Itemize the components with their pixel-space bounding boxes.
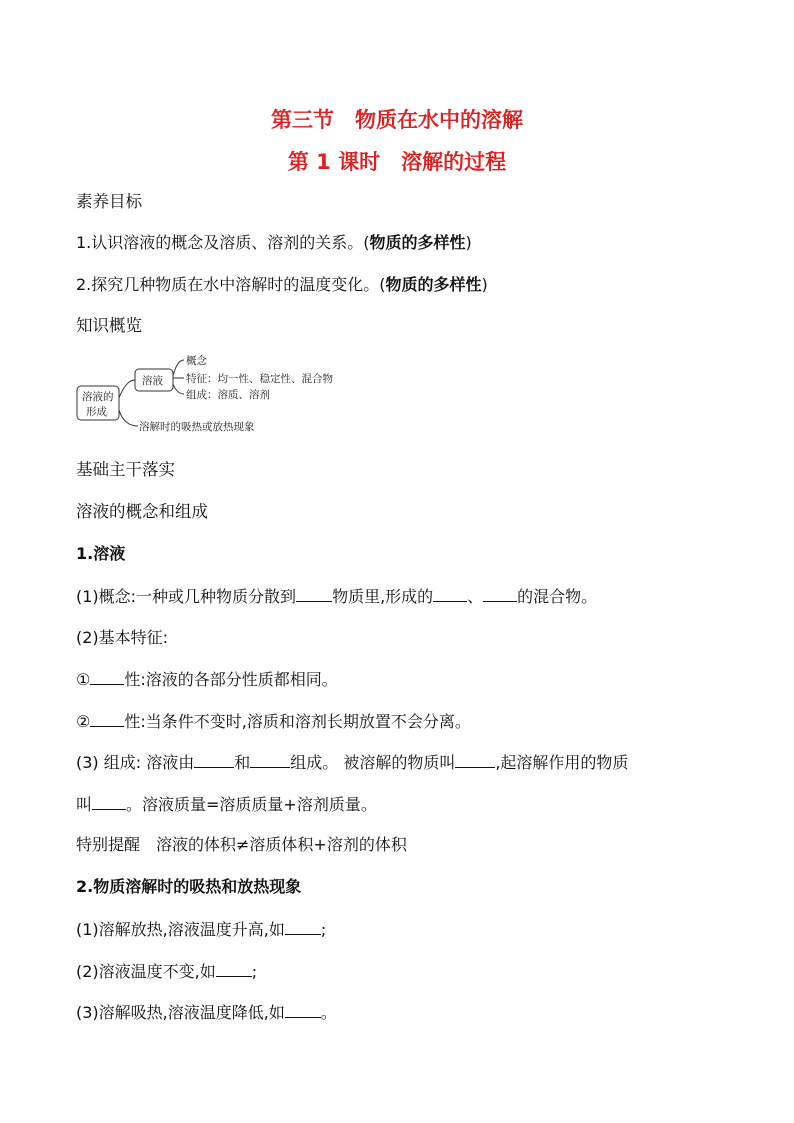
text: 叫: [76, 795, 93, 814]
section-1-title: 1.溶液: [76, 544, 126, 563]
diagram-node-solution: 溶液: [142, 375, 163, 387]
text: ①: [76, 670, 91, 689]
fill-blank[interactable]: [285, 918, 321, 935]
goal-item-2-text: 2.探究几种物质在水中溶解时的温度变化。(: [76, 275, 386, 294]
close-paren: ): [481, 275, 488, 294]
goal-item-1: [76, 232, 472, 254]
fill-blank[interactable]: [285, 1001, 321, 1018]
fill-blank[interactable]: [433, 585, 467, 602]
close-paren: ): [465, 233, 472, 252]
knowledge-diagram: [76, 352, 366, 434]
text: 性:当条件不变时,溶质和溶剂长期放置不会分离。: [124, 712, 471, 731]
fill-blank[interactable]: [194, 751, 234, 768]
text: (2)溶液温度不变,如: [76, 962, 216, 981]
diagram-branch-composition: 组成：溶质、溶剂: [186, 389, 270, 401]
basics-subheading: 溶液的概念和组成: [76, 502, 208, 521]
s1-paragraph-2: (2)基本特征:: [76, 628, 169, 647]
goal-item-2-tag: 物质的多样性: [385, 275, 482, 294]
goal-item-1-tag: 物质的多样性: [369, 233, 466, 252]
text: ;: [251, 962, 258, 981]
overview-heading: 知识概览: [76, 316, 142, 335]
text: 。: [320, 1003, 337, 1022]
fill-blank[interactable]: [90, 710, 124, 727]
diagram-branch-features: 特征：均一性、稳定性、混合物: [186, 373, 333, 385]
text: 、: [467, 587, 484, 606]
s2-paragraph-3: [76, 1001, 337, 1024]
s2-paragraph-1: [76, 918, 326, 941]
text: 和: [234, 753, 251, 772]
text: 组成。 被溶解的物质叫: [290, 753, 456, 772]
basics-heading: 基础主干落实: [76, 460, 175, 479]
s2-paragraph-2: [76, 960, 257, 983]
fill-blank[interactable]: [90, 668, 124, 685]
text: ;: [320, 920, 327, 939]
text: 的混合物。: [517, 587, 598, 606]
text: 。溶液质量=溶质质量+溶剂质量。: [126, 795, 377, 814]
text: (3)溶解吸热,溶液温度降低,如: [76, 1003, 285, 1022]
special-tip: 特别提醒 溶液的体积≠溶质体积+溶剂的体积: [76, 835, 407, 854]
text: ②: [76, 712, 91, 731]
diagram-branch-heat: 溶解时的吸热或放热现象: [139, 421, 255, 433]
s1-paragraph-5: [76, 751, 628, 774]
fill-blank[interactable]: [250, 751, 290, 768]
goals-heading: 素养目标: [76, 192, 142, 211]
section-title: 第三节 物质在水中的溶解: [271, 108, 523, 132]
section-2-title: 2.物质溶解时的吸热和放热现象: [76, 877, 302, 896]
fill-blank[interactable]: [92, 793, 126, 810]
diagram-root-line2: 形成: [86, 406, 107, 418]
s1-paragraph-1: [76, 585, 597, 608]
text: (3) 组成: 溶液由: [76, 753, 195, 772]
lesson-title: 第 1 课时 溶解的过程: [287, 150, 507, 174]
text: 性:溶液的各部分性质都相同。: [124, 670, 338, 689]
text: 物质里,形成的: [332, 587, 434, 606]
goal-item-1-text: 1.认识溶液的概念及溶质、溶剂的关系。(: [76, 233, 370, 252]
s1-paragraph-3: [76, 668, 338, 691]
s1-paragraph-6: [76, 793, 377, 816]
text: ,起溶解作用的物质: [495, 753, 629, 772]
diagram-root-line1: 溶液的: [82, 391, 114, 403]
fill-blank[interactable]: [483, 585, 517, 602]
diagram-branch-concept: 概念: [186, 355, 207, 367]
text: (1)概念:一种或几种物质分散到: [76, 587, 297, 606]
fill-blank[interactable]: [455, 751, 495, 768]
fill-blank[interactable]: [296, 585, 332, 602]
text: (1)溶解放热,溶液温度升高,如: [76, 920, 285, 939]
goal-item-2: [76, 274, 488, 296]
s1-paragraph-4: [76, 710, 471, 733]
fill-blank[interactable]: [216, 960, 252, 977]
